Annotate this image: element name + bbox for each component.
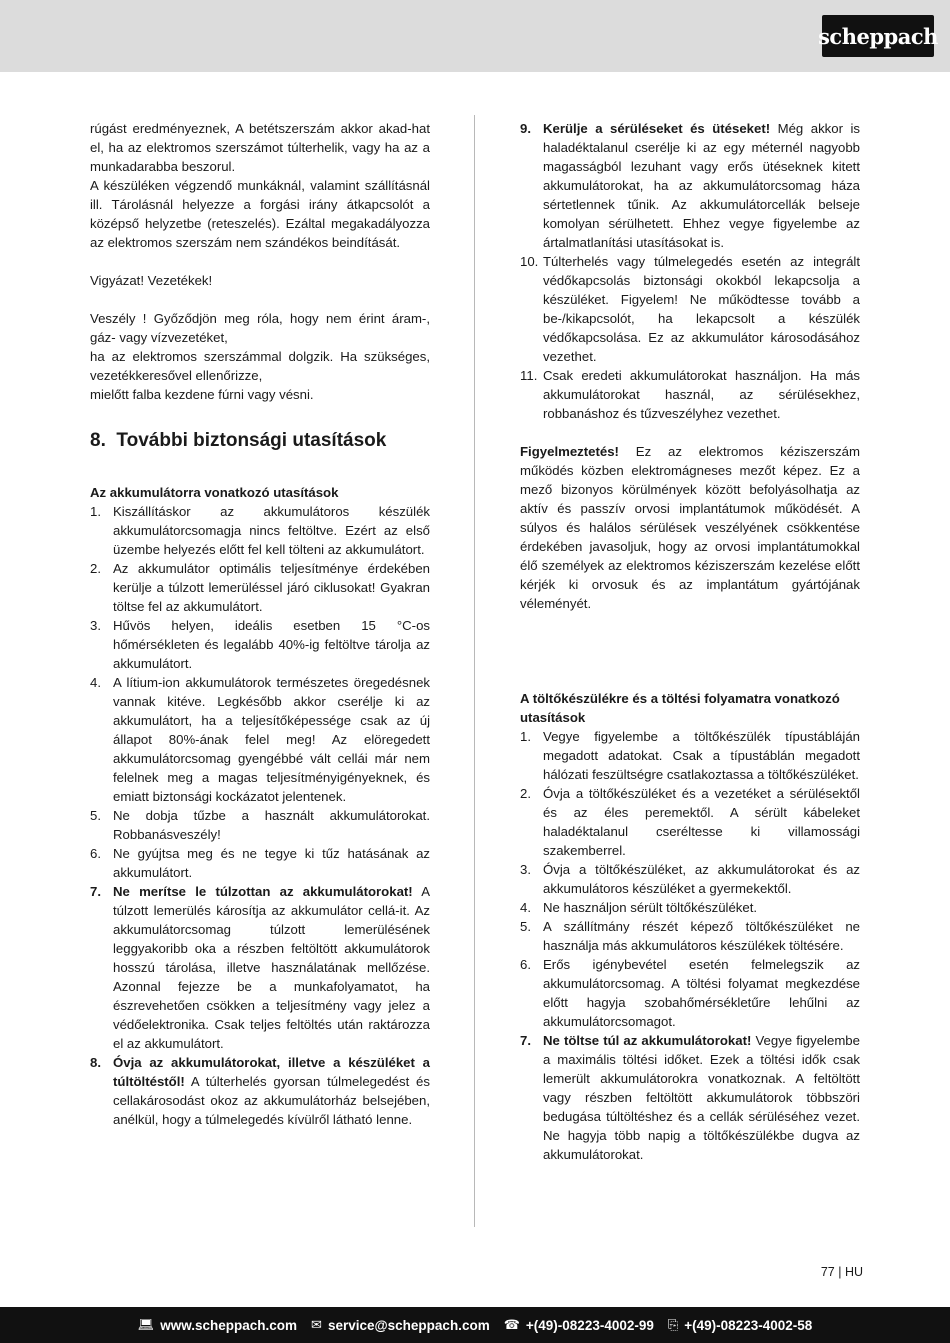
list-item-text: Túlterhelés vagy túlmelegedés esetén az integrált védőkapcsolás biztonsági okokból lekapcsolja a készüléket. Figyelem! Ne működtesse tovább a be-/kikapcsolót, ha lekapcsolt a készülék védőkapcsolása. Ez az akkumulátor károsodásához vezethet. (543, 254, 860, 364)
list-item (520, 252, 860, 366)
list-item (90, 1053, 430, 1129)
list-item-text: A túlterhelés gyorsan túlmelegedést és cellakárosodást okoz az akkumulátorház belsejében, anélkül, hogy a túlmelegedés kívülről látható lenne. (113, 1074, 430, 1127)
list-item (90, 616, 430, 673)
footer-phone[interactable] (504, 1317, 654, 1333)
fax-icon: ⎘ (667, 1317, 679, 1332)
charger-subheading: A töltőkészülékre és a töltési folyamatra vonatkozó utasítások (520, 691, 840, 725)
list-item-text: Óvja a töltőkészüléket, az akkumulátorokat és az akkumulátoros készüléket a gyermekektől. (543, 862, 860, 896)
list-item (520, 955, 860, 1031)
list-item (520, 784, 860, 860)
page-header (0, 0, 950, 72)
intro-paragraph: rúgást eredményeznek, A betétszerszám akkor akad-hat el, ha az elektromos szerszámot túlterhelik, vagy ha az a munkadarabba beszorul. (90, 121, 430, 174)
section-heading (90, 429, 430, 453)
list-item-text: Kiszállításkor az akkumulátoros készülék akkumulátorcsomagja nincs feltöltve. Ezért az első üzembe helyezés előtt fel kell tölteni az akkumulátort. (113, 504, 430, 557)
list-item-number: 8. (90, 1055, 101, 1070)
list-item-number: 3. (520, 862, 531, 877)
list-item (520, 1031, 860, 1164)
list-item-text: Ne dobja tűzbe a használt akkumulátorokat. Robbanásveszély! (113, 808, 430, 842)
list-item-number: 7. (90, 884, 101, 899)
list-item-number: 4. (90, 675, 101, 690)
list-item-emphasis: Óvja az akkumulátorokat, illetve a készüléket a túltöltéstől! (113, 1055, 430, 1089)
list-item-number: 6. (90, 846, 101, 861)
list-item-text: A szállítmány részét képező töltőkészüléket ne használja más akkumulátoros készülékek töltésére. (543, 919, 860, 953)
list-item (520, 860, 860, 898)
list-item-text: Vegye figyelembe a töltőkészülék típustábláján megadott adatokat. Csak a típustáblán megadott hálózati feszültségre csatlakoztassa a töltőkészüléket. (543, 729, 860, 782)
list-item (90, 502, 430, 559)
emf-warning-text: Ez az elektromos kéziszerszám működés közben elektromágneses mezőt képez. Ez a mező bizonyos körülmények között befolyásolhatja az aktív és passzív orvosi implantátumok működését. A súlyos és halálos sérülések veszélyének csökkentése érdekében javasoljuk, hogy az orvosi implantátumokkal élő személyek az elektromos kéziszerszám kezelése előtt kérjék ki orvosuk és az implantátum gyártójának véleményét. (520, 444, 860, 611)
battery-subheading: Az akkumulátorra vonatkozó utasítások (90, 485, 339, 500)
danger-line: mielőtt falba kezdene fúrni vagy vésni. (90, 387, 314, 402)
footer-email[interactable] (311, 1317, 490, 1333)
list-item-text: Még akkor is haladéktalanul cserélje ki az egy méternél nagyobb magasságból lezuhant vagy erős ütéseknek kitett akkumulátorokat, ha az akkumulátorcsomag háza sértetlennek tűnik. Az akkumulátorcellák belseje komolyan sérülhetett. Ehhez vegye figyelembe az ártalmatlanítási utasításokat is. (543, 121, 860, 250)
footer-fax[interactable] (668, 1317, 812, 1333)
list-item (520, 898, 860, 917)
list-item (90, 559, 430, 616)
footer-email-text: service@scheppach.com (327, 1317, 490, 1333)
phone-icon: ☎ (503, 1317, 520, 1332)
footer-web[interactable] (138, 1317, 297, 1333)
left-column (90, 119, 430, 1129)
emf-warning-label: Figyelmeztetés! (520, 444, 619, 459)
list-item-number: 6. (520, 957, 531, 972)
mail-icon: ✉ (311, 1317, 322, 1332)
danger-line: ha az elektromos szerszámmal dolgzik. Ha szükséges, vezetékkeresővel ellenőrizze, (90, 349, 430, 383)
list-item-text: Az akkumulátor optimális teljesítménye érdekében kerülje a túlzott lemerüléssel járó ciklusokat! Gyakran töltse fel az akkumulátort. (113, 561, 430, 614)
list-item-number: 5. (90, 808, 101, 823)
list-item (520, 366, 860, 423)
list-item-number: 7. (520, 1033, 531, 1048)
list-item-text: Ne gyújtsa meg és ne tegye ki tűz hatásának az akkumulátort. (113, 846, 430, 880)
list-item (90, 673, 430, 806)
scheppach-logo: scheppach (822, 15, 934, 57)
list-item (520, 119, 860, 252)
list-item-text: Vegye figyelembe a maximális töltési időket. Ezek a töltési idők csak lemerült akkumulátorokra vonatkoznak. A feltöltött vagy részben feltöltött akkumulátorok többszöri bedugása túltöltéshez és a cellák sérüléséhez vezet. Ne hagyja több napig a töltőkészülékbe dugva az akkumulátorokat. (543, 1033, 860, 1162)
list-item (90, 882, 430, 1053)
list-item-text: Erős igénybevétel esetén felmelegszik az akkumulátorcsomag. A töltési folyamat megkezdése előtt hagyja szobahőmérsékletűre lehűlni az akkumulátorcsomagot. (543, 957, 860, 1029)
list-item-number: 3. (90, 618, 101, 633)
list-item-number: 4. (520, 900, 531, 915)
list-item-text: A túlzott lemerülés károsítja az akkumulátor cellá-it. Az akkumulátorcsomag túlzott lemerülésének leggyakoribb oka a részben feltöltött akkumulátorok hosszú tárolása, illetve használatának mellőzése. Azonnal fejezze be a munkafolyamatot, ha észrevehetően csökken a teljesítmény vagy jelez a védőelektronika. Csak teljes feltöltés után raktározza el az akkumulátort. (113, 884, 430, 1051)
list-item-text: Óvja a töltőkészüléket és a vezetéket a sérülésektől és az éles peremektől. A sérült kábeleket haladéktalanul cseréltesse ki villamossági szakemberrel. (543, 786, 860, 858)
list-item-number: 11. (520, 368, 538, 383)
list-item-number: 9. (520, 121, 531, 136)
list-item-text: Ne használjon sérült töltőkészüléket. (543, 900, 758, 915)
column-divider (474, 115, 475, 1227)
emf-warning-paragraph (520, 442, 860, 613)
page-number: 77 | HU (820, 1265, 863, 1279)
list-item (520, 917, 860, 955)
intro-paragraph: A készüléken végzendő munkáknál, valamint szállításnál ill. Tárolásnál helyezze a forgási irány átkapcsolót a középső helyzetbe (reteszelés). Ezáltal megakadályozza az elektromos szerszám nem szándékos beindítását. (90, 178, 430, 250)
footer-phone-text: +(49)-08223-4002-99 (525, 1317, 654, 1333)
footer-fax-text: +(49)-08223-4002-58 (684, 1317, 813, 1333)
footer-web-text: www.scheppach.com (160, 1317, 298, 1333)
list-item-emphasis: Ne merítse le túlzottan az akkumulátorokat! (113, 884, 413, 899)
list-item-number: 1. (90, 504, 101, 519)
battery-instructions-list (90, 502, 430, 1129)
list-item-text: A lítium-ion akkumulátorok természetes öregedésnek vannak kitéve. Legkésőbb akkor cserélje ki az akkumulátort, ha a teljesítőképessége csak az új állapot 80%-ának felel meg! Az elöregedett akkumulátorcsomag gyengébbé vált cellái már nem felelnek meg a magas teljesítményigényeknek, és emiatt biztonsági kockázatot jelentenek. (113, 675, 430, 804)
page-footer (0, 1307, 950, 1343)
section-number: 8. (90, 430, 106, 451)
battery-instructions-list-continued (520, 119, 860, 423)
list-item-text: Csak eredeti akkumulátorokat használjon. Ha más akkumulátorokat használ, az sérülésekhez, robbanáshoz és tűzveszélyhez vezethet. (543, 368, 860, 421)
list-item-emphasis: Ne töltse túl az akkumulátorokat! (543, 1033, 752, 1048)
list-item-number: 1. (520, 729, 531, 744)
list-item (90, 844, 430, 882)
danger-line: Veszély ! Győződjön meg róla, hogy nem érint áram-, gáz- vagy vízvezetéket, (90, 311, 430, 345)
list-item-number: 2. (520, 786, 531, 801)
warning-heading: Vigyázat! Vezetékek! (90, 273, 213, 288)
list-item (90, 806, 430, 844)
list-item (520, 727, 860, 784)
list-item-number: 5. (520, 919, 531, 934)
section-title: További biztonsági utasítások (116, 430, 387, 451)
charger-instructions-list (520, 727, 860, 1164)
list-item-number: 2. (90, 561, 101, 576)
list-item-emphasis: Kerülje a sérüléseket és ütéseket! (543, 121, 771, 136)
computer-icon: 💻︎ (137, 1317, 155, 1332)
list-item-text: Hűvös helyen, ideális esetben 15 °C-os hőmérsékleten és legalább 40%-ig feltöltve tárolja az akkumulátort. (113, 618, 430, 671)
list-item-number: 10. (520, 254, 539, 269)
right-column (520, 119, 860, 1164)
